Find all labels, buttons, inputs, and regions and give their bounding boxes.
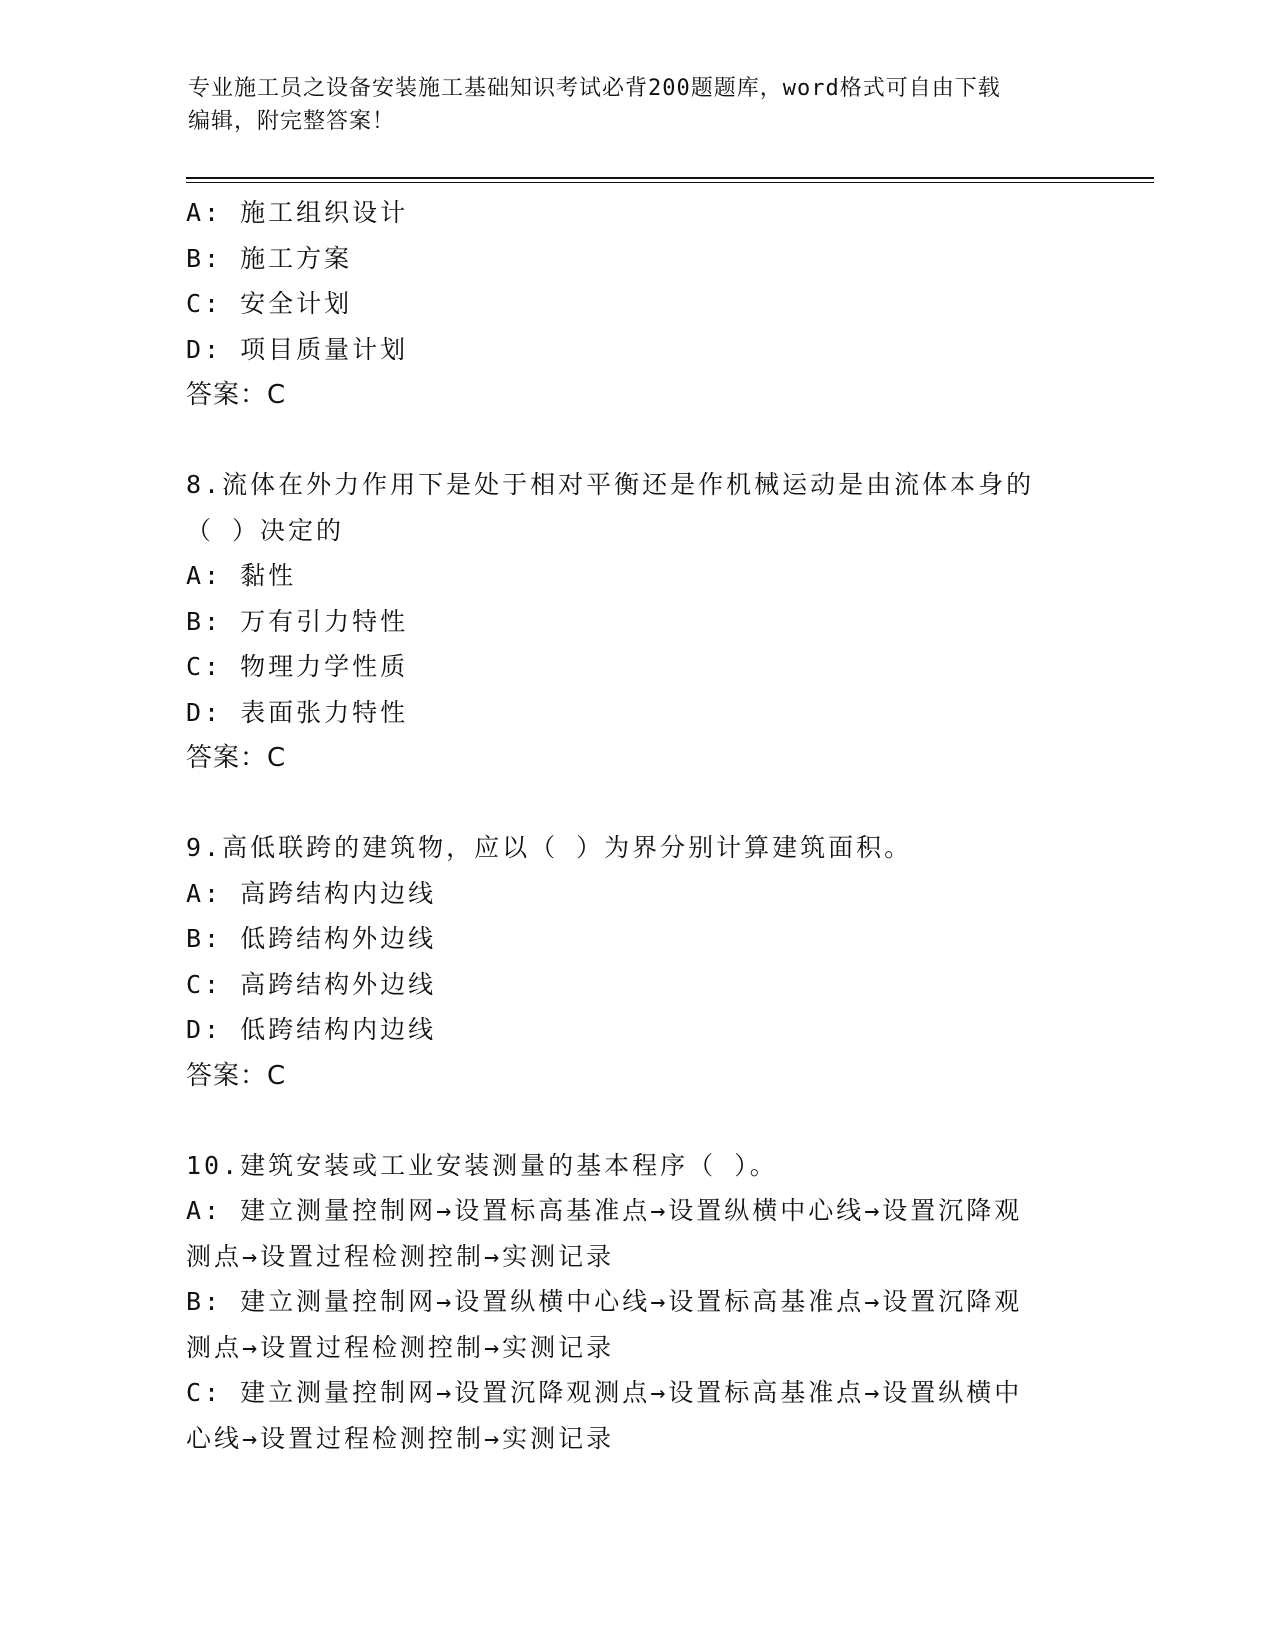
question-stem-continued: （ ）决定的 (186, 515, 345, 545)
option-a: A: 施工组织设计 (186, 198, 409, 227)
question-7 (186, 190, 1086, 418)
question-9 (186, 825, 1086, 1099)
question-8 (186, 462, 1086, 781)
option-a-line-2: 测点→设置过程检测控制→实测记录 (186, 1241, 615, 1271)
option-a (186, 1188, 1086, 1279)
option-c: C: 安全计划 (186, 289, 353, 318)
option-c (186, 1370, 1086, 1461)
question-stem: 10.建筑安装或工业安装测量的基本程序（ ）。 (186, 1150, 778, 1180)
answer: 答案：C (186, 743, 287, 773)
option-b-line-2: 测点→设置过程检测控制→实测记录 (186, 1332, 615, 1362)
document-header (188, 72, 1068, 138)
option-c-line-1: C: 建立测量控制网→设置沉降观测点→设置标高基准点→设置纵横中 (186, 1378, 1023, 1407)
option-d: D: 低跨结构内边线 (186, 1015, 437, 1044)
spacer (186, 1099, 1086, 1143)
answer: 答案：C (186, 1060, 287, 1091)
header-line-1: 专业施工员之设备安装施工基础知识考试必背200题题库，word格式可自由下载 (188, 76, 1001, 101)
question-stem: 8.流体在外力作用下是处于相对平衡还是作机械运动是由流体本身的 (186, 470, 1035, 499)
option-c-line-2: 心线→设置过程检测控制→实测记录 (186, 1423, 615, 1453)
option-b (186, 1279, 1086, 1370)
question-stem: 9.高低联跨的建筑物，应以（ ）为界分别计算建筑面积。 (186, 833, 913, 862)
answer: 答案：C (186, 380, 287, 410)
question-10 (186, 1143, 1086, 1462)
option-a: A: 高跨结构内边线 (186, 878, 437, 908)
option-b: B: 低跨结构外边线 (186, 924, 437, 953)
option-c: C: 高跨结构外边线 (186, 969, 437, 999)
spacer (186, 418, 1086, 462)
option-b: B: 万有引力特性 (186, 606, 409, 636)
option-d: D: 表面张力特性 (186, 697, 409, 727)
option-b-line-1: B: 建立测量控制网→设置纵横中心线→设置标高基准点→设置沉降观 (186, 1287, 1023, 1316)
option-a: A: 黏性 (186, 561, 297, 590)
option-b: B: 施工方案 (186, 243, 353, 273)
question-list (186, 190, 1086, 1461)
option-c: C: 物理力学性质 (186, 652, 409, 681)
header-line-2: 编辑，附完整答案！ (188, 109, 396, 134)
spacer (186, 781, 1086, 825)
option-a-line-1: A: 建立测量控制网→设置标高基准点→设置纵横中心线→设置沉降观 (186, 1196, 1023, 1225)
option-d: D: 项目质量计划 (186, 334, 409, 364)
header-divider (186, 177, 1154, 183)
